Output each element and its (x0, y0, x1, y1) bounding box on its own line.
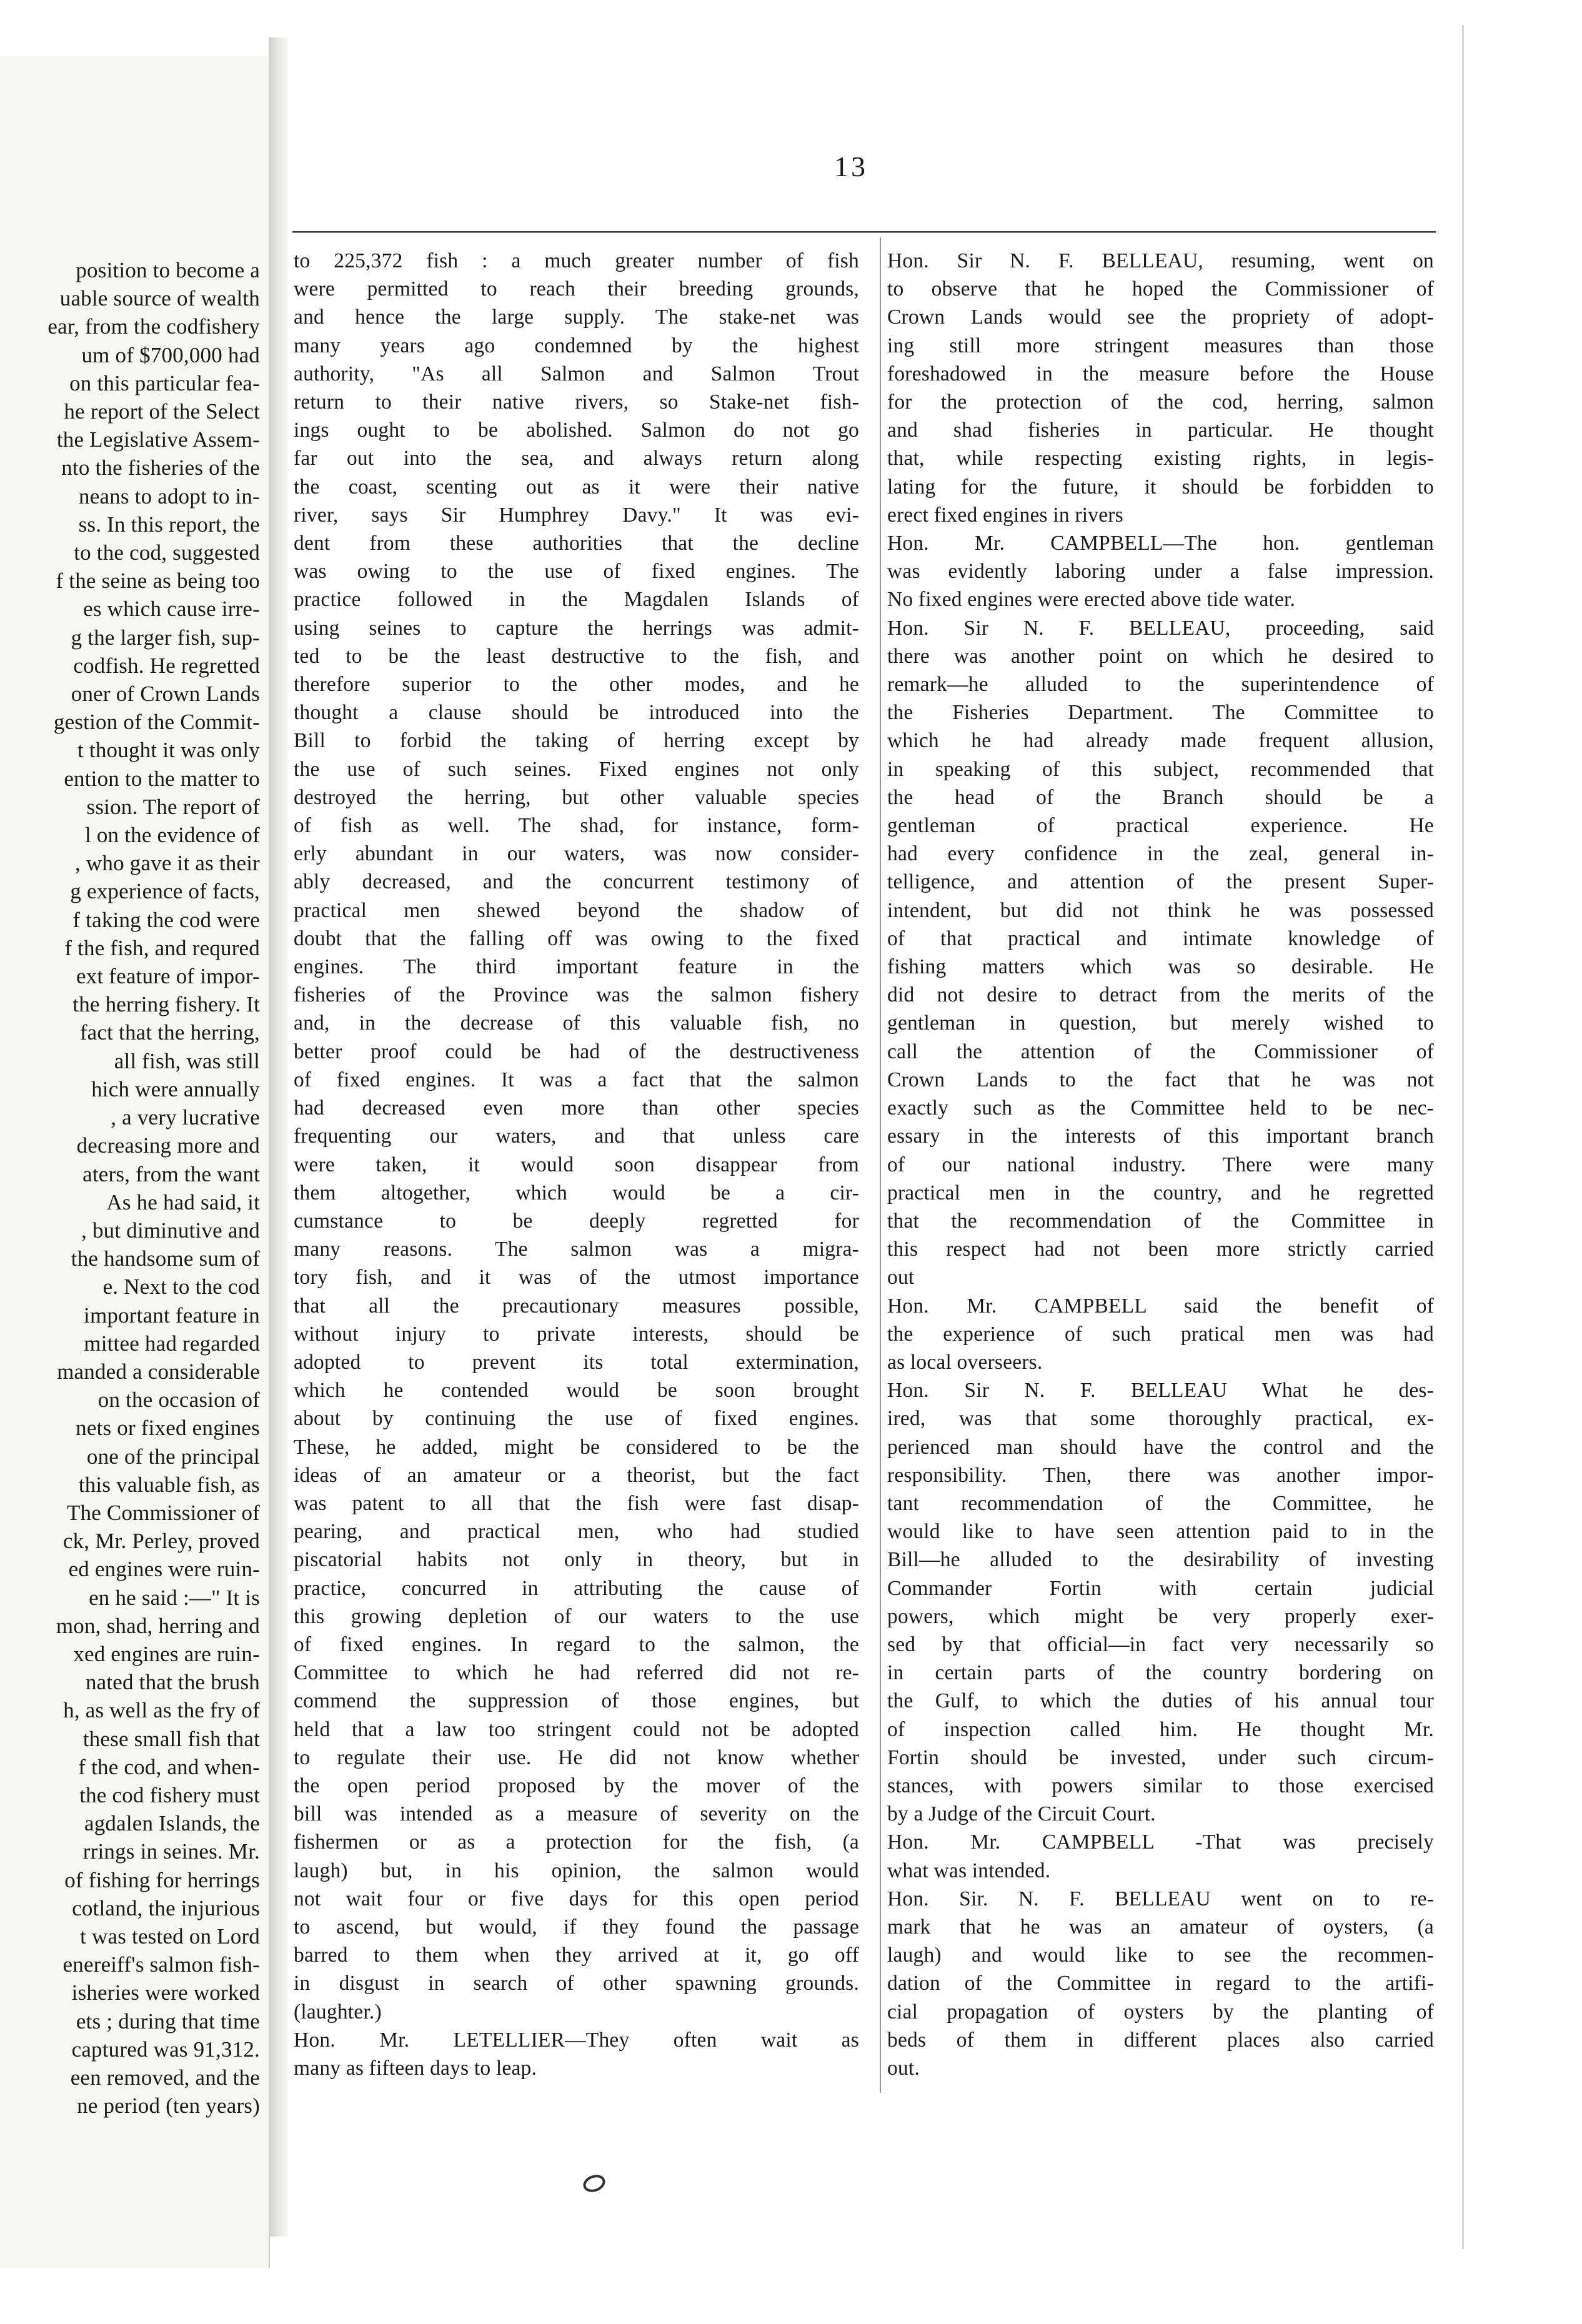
article-text-line: had decreased even more than other species (294, 1096, 859, 1120)
article-text-line: out (887, 1266, 915, 1289)
article-text-line: authority, "As all Salmon and Salmon Trout (294, 362, 859, 385)
article-text-line: Bill—he alluded to the desirability of investing (887, 1548, 1434, 1572)
facing-page-text-line: on this particular fea- (69, 370, 260, 395)
article-text-line: ing still more stringent measures than those (887, 334, 1434, 357)
facing-page-text-line: um of $700,000 had (81, 342, 260, 367)
article-text-line: remark—he alluded to the superintendence of (887, 673, 1434, 697)
article-text-line: of fish as well. The shad, for instance, form- (294, 814, 859, 838)
article-text-line: practical men shewed beyond the shadow of (294, 898, 859, 922)
article-text-line: in disgust in search of other spawning grounds. (294, 1972, 859, 1995)
article-text-line: lating for the future, it should be forbidden to (887, 475, 1434, 499)
article-text-line: that, while respecting existing rights, in legis- (887, 447, 1434, 470)
facing-page-text-line: e. Next to the cod (102, 1274, 260, 1299)
facing-page-text-line: hich were annually (91, 1076, 260, 1101)
article-text-line: No fixed engines were erected above tide water. (887, 588, 1296, 612)
article-text-line: of fixed engines. In regard to the salmon, the (294, 1632, 859, 1656)
article-text-line: cial propagation of oysters by the planting of (887, 2000, 1434, 2024)
article-text-line: cumstance to be deeply regretted for (294, 1209, 859, 1233)
article-text-line: return to their native rivers, so Stake-net fish- (294, 390, 859, 414)
facing-page-text-line: gestion of the Commit- (53, 710, 260, 735)
article-text-line: the head of the Branch should be a (887, 785, 1434, 809)
facing-page-text-line: all fish, was still (114, 1048, 260, 1073)
article-text-line: and hence the large supply. The stake-net was (294, 305, 859, 329)
facing-page-text-line: the herring fishery. It (72, 992, 260, 1017)
facing-page-text-line: , a very lucrative (111, 1105, 260, 1130)
right-column (887, 247, 1434, 2082)
facing-page-text-line: cotland, the injurious (72, 1895, 260, 1920)
article-text-line: These, he added, might be considered to be the (294, 1435, 859, 1459)
facing-page-text-line: mon, shad, herring and (56, 1613, 260, 1638)
facing-page-column (0, 256, 260, 2120)
facing-page-text-line: to the cod, suggested (74, 540, 260, 565)
article-text-line: Hon. Mr. CAMPBELL—The hon. gentleman (887, 532, 1434, 555)
article-text-line: foreshadowed in the measure before the House (887, 362, 1434, 385)
article-text-line: which he had already made frequent allusion, (887, 729, 1434, 753)
facing-page-text-line: nated that the brush (85, 1670, 260, 1695)
facing-page-text-line: een removed, and the (70, 2065, 260, 2090)
article-text-line: and, in the decrease of this valuable fish, no (294, 1011, 859, 1035)
article-text-line: beds of them in different places also carried (887, 2028, 1434, 2052)
facing-page-text-line: nto the fisheries of the (61, 455, 260, 480)
facing-page-text-line: ext feature of impor- (76, 964, 260, 989)
article-text-line: tory fish, and it was of the utmost importance (294, 1266, 859, 1289)
article-text-line: laugh) and would like to see the recommen- (887, 1944, 1434, 1967)
article-text-line: doubt that the falling off was owing to the fixed (294, 926, 859, 950)
article-text-line: for the protection of the cod, herring, salmon (887, 390, 1434, 414)
facing-page-text-line: The Commissioner of (66, 1500, 260, 1525)
article-text-line: gentleman in question, but merely wished to (887, 1011, 1434, 1035)
article-text-line: there was another point on which he desired to (887, 644, 1434, 668)
facing-page-text-line: ets ; during that time (76, 2009, 260, 2034)
article-text-line: therefore superior to the other modes, and he (294, 673, 859, 697)
article-text-line: call the attention of the Commissioner of (887, 1040, 1434, 1063)
article-text-line: gentleman of practical experience. He (887, 814, 1434, 838)
article-text-line: stances, with powers similar to those exercised (887, 1774, 1434, 1797)
article-text-line: erly abundant in our waters, was now consider- (294, 842, 859, 866)
article-text-line: dation of the Committee in regard to the artifi- (887, 1972, 1434, 1995)
facing-page-text-line: captured was 91,312. (71, 2037, 260, 2062)
article-text-line: Bill to forbid the taking of herring except by (294, 729, 859, 753)
facing-page-text-line: t was tested on Lord (80, 1924, 260, 1949)
article-text-line: practical men in the country, and he regretted (887, 1181, 1434, 1204)
article-text-line: Commander Fortin with certain judicial (887, 1576, 1434, 1600)
facing-page-text-line: ention to the matter to (64, 766, 260, 791)
facing-page-text-line: h, as well as the fry of (63, 1698, 260, 1723)
article-text-line: sed by that official—in fact very necessarily so (887, 1632, 1434, 1656)
article-text-line: Hon. Sir N. F. BELLEAU, proceeding, said (887, 616, 1434, 640)
facing-page-text-line: agdalen Islands, the (84, 1811, 260, 1836)
article-text-line: intendent, but did not think he was possessed (887, 898, 1434, 922)
article-text-line: tant recommendation of the Committee, he (887, 1491, 1434, 1515)
facing-page-text-line: nets or fixed engines (76, 1416, 260, 1441)
article-text-line: thought a clause should be introduced into the (294, 701, 859, 725)
facing-page-text-line: ss. In this report, the (78, 512, 260, 537)
ink-blot-mark (581, 2173, 607, 2194)
facing-page-text-line: g experience of facts, (70, 879, 260, 904)
article-text-line: held that a law too stringent could not be adopted (294, 1717, 859, 1741)
article-text-line: Hon. Sir N. F. BELLEAU What he des- (887, 1379, 1434, 1403)
article-text-line: were permitted to reach their breeding grounds, (294, 277, 859, 301)
article-text-line: this respect had not been more strictly carried (887, 1238, 1434, 1261)
article-text-line: of fixed engines. It was a fact that the salmon (294, 1068, 859, 1091)
facing-page-text-line: decreasing more and (76, 1133, 260, 1158)
article-text-line: far out into the sea, and always return along (294, 447, 859, 470)
article-text-line: ably decreased, and the concurrent testimony of (294, 870, 859, 894)
middle-column (294, 247, 859, 2082)
article-text-line: Crown Lands to the fact that he was not (887, 1068, 1434, 1091)
article-text-line: essary in the interests of this important branch (887, 1125, 1434, 1148)
facing-page-text-line: fact that the herring, (79, 1020, 260, 1045)
article-text-line: many reasons. The salmon was a migra- (294, 1238, 859, 1261)
article-text-line: telligence, and attention of the present Super- (887, 870, 1434, 894)
article-text-line: ings ought to be abolished. Salmon do not go (294, 419, 859, 442)
facing-page-text-line: en he said :—" It is (89, 1585, 260, 1610)
article-text-line: Hon. Mr. CAMPBELL said the benefit of (887, 1294, 1434, 1318)
facing-page-text-line: mittee had regarded (84, 1331, 260, 1356)
facing-page-text-line: this valuable fish, as (78, 1472, 260, 1497)
article-text-line: had every confidence in the zeal, general in- (887, 842, 1434, 866)
facing-page-text-line: l on the evidence of (84, 823, 260, 848)
article-text-line: the experience of such pratical men was had (887, 1322, 1434, 1346)
article-text-line: river, says Sir Humphrey Davy." It was evi- (294, 503, 859, 527)
facing-page-text-line: of fishing for herrings (64, 1867, 260, 1892)
article-text-line: bill was intended as a measure of severity on the (294, 1802, 859, 1826)
facing-page-text-line: ear, from the codfishery (47, 314, 260, 339)
article-text-line: responsibility. Then, there was another impor- (887, 1463, 1434, 1487)
article-text-line: (laughter.) (294, 2000, 382, 2024)
article-text-line: were taken, it would soon disappear from (294, 1153, 859, 1176)
article-text-line: Hon. Mr. LETELLIER—They often wait as (294, 2028, 859, 2052)
article-text-line: erect fixed engines in rivers (887, 503, 1123, 527)
article-text-line: was owing to the use of fixed engines. The (294, 560, 859, 583)
article-text-line: pearing, and practical men, who had studied (294, 1520, 859, 1544)
article-text-line: and shad fisheries in particular. He thought (887, 419, 1434, 442)
facing-page-text-line: he report of the Select (64, 399, 260, 424)
facing-page-text-line: neans to adopt to in- (79, 484, 260, 509)
article-text-line: practice followed in the Magdalen Islands of (294, 588, 859, 612)
article-text-line: dent from these authorities that the decline (294, 532, 859, 555)
article-text-line: better proof could be had of the destructiveness (294, 1040, 859, 1063)
article-text-line: which he contended would be soon brought (294, 1379, 859, 1403)
facing-page-text-line: the Legislative Assem- (56, 427, 260, 452)
facing-page-text-line: on the occasion of (97, 1388, 260, 1413)
facing-page-text-line: uable source of wealth (59, 286, 260, 311)
article-text-line: Hon. Sir N. F. BELLEAU, resuming, went on (887, 249, 1434, 272)
article-text-line: ted to be the least destructive to the fish, and (294, 644, 859, 668)
article-text-line: in speaking of this subject, recommended that (887, 757, 1434, 781)
facing-page-text-line: the cod fishery must (79, 1782, 260, 1807)
article-text-line: the Gulf, to which the duties of his annual tour (887, 1689, 1434, 1713)
facing-page-text-line: ssion. The report of (86, 794, 260, 819)
article-text-line: to 225,372 fish : a much greater number of fish (294, 249, 859, 272)
article-text-line: that all the precautionary measures possible, (294, 1294, 859, 1318)
facing-page-text-line: As he had said, it (106, 1189, 260, 1214)
article-text-line: many years ago condemned by the highest (294, 334, 859, 357)
article-text-line: would like to have seen attention paid to in the (887, 1520, 1434, 1544)
article-text-line: was evidently laboring under a false impression. (887, 560, 1434, 583)
facing-page (0, 56, 270, 2268)
facing-page-text-line: enereiff's salmon fish- (62, 1952, 260, 1977)
article-text-line: piscatorial habits not only in theory, but in (294, 1548, 859, 1572)
article-text-line: perienced man should have the control and the (887, 1435, 1434, 1459)
facing-page-text-line: f the cod, and when- (78, 1754, 260, 1779)
article-text-line: the use of such seines. Fixed engines not only (294, 757, 859, 781)
article-text-line: barred to them when they arrived at it, go off (294, 1944, 859, 1967)
facing-page-text-line: , but diminutive and (81, 1218, 260, 1243)
article-text-line: laugh) but, in his opinion, the salmon would (294, 1859, 859, 1882)
article-text-line: ired, was that some thoroughly practical, ex- (887, 1407, 1434, 1431)
facing-page-text-line: position to become a (76, 258, 260, 282)
article-text-line: Hon. Mr. CAMPBELL -That was precisely (887, 1830, 1434, 1854)
article-text-line: in certain parts of the country bordering on (887, 1661, 1434, 1685)
facing-page-text-line: important feature in (84, 1303, 260, 1328)
article-text-line: destroyed the herring, but other valuable species (294, 785, 859, 809)
article-text-line: about by continuing the use of fixed engines. (294, 1407, 859, 1431)
page-number: 13 (834, 151, 868, 182)
facing-page-text-line: codfish. He regretted (73, 653, 260, 678)
article-text-line: fisheries of the Province was the salmon fishery (294, 983, 859, 1007)
article-text-line: ideas of an amateur or a theorist, but the fact (294, 1463, 859, 1487)
article-text-line: practice, concurred in attributing the cause of (294, 1576, 859, 1600)
facing-page-text-line: rrings in seines. Mr. (82, 1839, 260, 1864)
facing-page-text-line: isheries were worked (71, 1980, 260, 2005)
facing-page-text-line: aters, from the want (82, 1161, 260, 1186)
article-text-line: of our national industry. There were many (887, 1153, 1434, 1176)
article-text-line: Hon. Sir. N. F. BELLEAU went on to re- (887, 1887, 1434, 1910)
article-text-line: of that practical and intimate knowledge of (887, 926, 1434, 950)
article-text-line: what was intended. (887, 1859, 1051, 1882)
article-text-line: the coast, scenting out as it were their native (294, 475, 859, 499)
facing-page-text-line: manded a considerable (57, 1359, 260, 1384)
article-text-line: exactly such as the Committee held to be nec- (887, 1096, 1434, 1120)
article-text-line: frequenting our waters, and that unless care (294, 1125, 859, 1148)
facing-page-text-line: xed engines are ruin- (73, 1641, 260, 1666)
article-text-line: not wait four or five days for this open period (294, 1887, 859, 1910)
article-text-line: using seines to capture the herrings was admit- (294, 616, 859, 640)
article-text-line: to ascend, but would, if they found the passage (294, 1915, 859, 1939)
article-text-line: to regulate their use. He did not know whether (294, 1745, 859, 1769)
article-text-line: powers, which might be very properly exer- (887, 1604, 1434, 1628)
article-text-line: by a Judge of the Circuit Court. (887, 1802, 1156, 1826)
facing-page-text-line: g the larger fish, sup- (71, 625, 260, 650)
article-text-line: to observe that he hoped the Commissioner of (887, 277, 1434, 301)
facing-page-text-line: f the seine as being too (56, 569, 260, 593)
facing-page-text-line: ne period (ten years) (77, 2093, 260, 2118)
article-text-line: of inspection called him. He thought Mr. (887, 1717, 1434, 1741)
article-text-line: as local overseers. (887, 1350, 1043, 1374)
article-text-line: that the recommendation of the Committee in (887, 1209, 1434, 1233)
header-rule (292, 231, 1436, 233)
column-divider (880, 237, 881, 2093)
facing-page-text-line: f taking the cod were (72, 907, 260, 932)
article-text-line: Crown Lands would see the propriety of adopt- (887, 305, 1434, 329)
article-text-line: fishing matters which was so desirable. He (887, 955, 1434, 979)
article-text-line: them altogether, which would be a cir- (294, 1181, 859, 1204)
facing-page-text-line: , who gave it as their (75, 851, 260, 876)
facing-page-text-line: oner of Crown Lands (71, 682, 260, 707)
article-text-line: out. (887, 2057, 920, 2080)
article-text-line: did not desire to detract from the merits of the (887, 983, 1434, 1007)
article-text-line: engines. The third important feature in the (294, 955, 859, 979)
facing-page-text-line: the handsome sum of (71, 1246, 260, 1271)
article-text-line: without injury to private interests, should be (294, 1322, 859, 1346)
article-text-line: many as fifteen days to leap. (294, 2057, 537, 2080)
article-text-line: this growing depletion of our waters to the use (294, 1604, 859, 1628)
facing-page-text-line: ck, Mr. Perley, proved (62, 1529, 260, 1554)
article-text-line: was patent to all that the fish were fast disap- (294, 1491, 859, 1515)
facing-page-text-line: t thought it was only (77, 738, 260, 763)
article-text-line: the open period proposed by the mover of the (294, 1774, 859, 1797)
article-text-line: Fortin should be invested, under such circum- (887, 1745, 1434, 1769)
article-text-line: the Fisheries Department. The Committee to (887, 701, 1434, 725)
facing-page-text-line: ed engines were ruin- (68, 1557, 260, 1582)
article-text-line: fishermen or as a protection for the fish, (a (294, 1830, 859, 1854)
article-text-line: Committee to which he had referred did not re- (294, 1661, 859, 1685)
facing-page-text-line: these small fish that (82, 1726, 260, 1751)
facing-page-text-line: f the fish, and requred (64, 935, 260, 960)
facing-page-text-line: es which cause irre- (83, 597, 260, 622)
article-text-line: commend the suppression of those engines, but (294, 1689, 859, 1713)
article-text-line: mark that he was an amateur of oysters, (a (887, 1915, 1434, 1939)
facing-page-text-line: one of the principal (86, 1444, 260, 1469)
article-text-line: adopted to prevent its total extermination, (294, 1350, 859, 1374)
